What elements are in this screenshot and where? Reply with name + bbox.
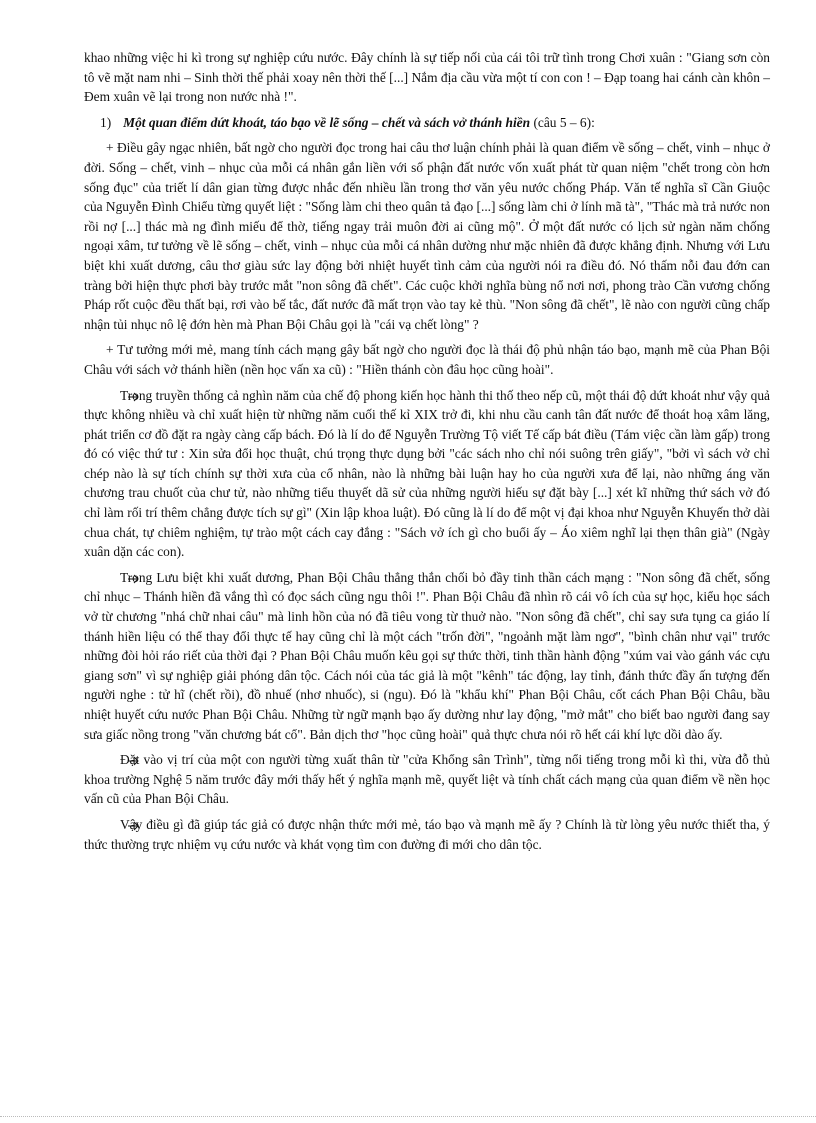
section-heading bbox=[84, 113, 770, 133]
arrow-icon bbox=[106, 815, 118, 835]
arrow-icon bbox=[106, 750, 118, 770]
paragraph-position bbox=[84, 750, 770, 809]
heading-title: Một quan điểm dứt khoát, táo bạo về lẽ sống – chết và sách vở thánh hiền bbox=[123, 114, 531, 130]
paragraph-life-death: + Điều gây ngạc nhiên, bất ngờ cho người đọc trong hai câu thơ luận chính phải là quan điểm về sống – chết, vinh – nhục ở đời. Sống – chết, vinh – nhục của mỗi cá nhân gắn liền với số phận đất nước vốn xuất phát từ quan niệm "chết trong còn hơn sống đục" của triết lí dân gian từng được nhắc đến nhiều lần trong thơ văn yêu nước chống Pháp. Văn tế nghĩa sĩ Cần Giuộc của Nguyễn Đình Chiểu từng quyết liệt : "Sống làm chi theo quân tả đạo [...] sống làm chi ở lính mã tà", "Thác mà trả nước non rồi nợ [...] thác mà ng đình miếu để thờ, tiếng ngay trải muôn đời ai cũng mộ". Ở một đất nước có lịch sử ngàn năm chống ngoại xâm, tư tưởng về lẽ sống – chết, vinh – nhục của mỗi cá nhân dường như mặc nhiên đã được khẳng định. Nhưng với Lưu biệt khi xuất dương, câu thơ giàu sức lay động bởi nhiệt huyết tình cảm của người nói ra điều đó. Nó thấm nỗi đau đớn can tràng bởi hiện thực phơi bày trước mắt "non sông đã chết". Các cuộc khởi nghĩa bùng nổ nơi nơi, phong trào Cần vương chống Pháp rốt cuộc đều thất bại, rơi vào bế tắc, đất nước đã mất trọn vào tay kẻ thù. "Non sông đã chết", lẽ nào con người cũng chấp nhận tủi nhục nô lệ đớn hèn mà Phan Bội Châu gọi là "cái vạ chết lòng" ? bbox=[84, 140, 770, 332]
paragraph-intro: khao những việc hi kì trong sự nghiệp cứu nước. Đây chính là sự tiếp nối của cái tôi trữ tình trong Chơi xuân : "Giang sơn còn tô vẽ mặt nam nhi – Sinh thời thế phải xoay nên thời thế [...] Nắm địa cầu vừa một tí con con ! – Đạp toang hai cánh càn khôn – Đem xuân vẽ lại trong non nước nhà !". bbox=[84, 50, 770, 105]
page-bottom-divider bbox=[0, 1116, 816, 1117]
paragraph-conclusion bbox=[84, 815, 770, 854]
heading-tail: (câu 5 – 6): bbox=[533, 114, 595, 130]
arrow-icon bbox=[106, 386, 118, 406]
paragraph-text: Đặt vào vị trí của một con người từng xuất thân từ "cửa Khổng sân Trình", từng nổi tiếng trong mỗi kì thi, vừa đỗ thủ khoa trường Nghệ 5 năm trước đây mới thấy hết ý nghĩa mạnh mẽ, quyết liệt và tính chất cách mạng của quan điểm về nền học vấn cũ của Phan Bội Châu. bbox=[84, 752, 770, 807]
arrow-icon bbox=[106, 568, 118, 588]
paragraph-tradition bbox=[84, 386, 770, 562]
paragraph-text: Vậy điều gì đã giúp tác giả có được nhận thức mới mẻ, táo bạo và mạnh mẽ ấy ? Chính là từ lòng yêu nước thiết tha, ý thức thường trực nhiệm vụ cứu nước và khát vọng tìm con đường đi mới cho dân tộc. bbox=[84, 816, 770, 852]
document-page bbox=[84, 48, 770, 860]
paragraph-text: Trong Lưu biệt khi xuất dương, Phan Bội Châu thẳng thắn chối bỏ đầy tinh thần cách mạng : "Non sông đã chết, sống chỉ nhục – Thánh hiền đã vắng thì có đọc sách cũng ngu thôi !". Phan Bội Châu đã nhìn rõ cái vô ích của sự học, kiểu học sách vở từ chương "nhá chữ nhai câu" mà linh hồn của nó đã tiêu vong từ thuở nào. "Non sông đã chết", chỉ say sưa tụng ca giáo lí thánh hiền liệu có thể thay đổi thực tế hay cũng chỉ là một cách "trốn đời", "ngoảnh mặt làm ngơ", "bình chân như vại" trước những đòi hỏi ráo riết của thời đại ? Phan Bội Châu muốn kêu gọi sự thức thời, tinh thần hành động "xúm vai vào gánh vác cựu giang sơn" vì sự nghiệp giải phóng dân tộc. Cách nói của tác giả là một "kênh" tác động, lay tỉnh, đánh thức đầy ấn tượng đến người nghe : tử hĩ (chết rồi), đồ nhuế (nhơ nhuốc), si (ngu). Đó là "khẩu khí" Phan Bội Châu, cốt cách Phan Bội Châu, bầu nhiệt huyết cứu nước Phan Bội Châu. Những từ ngữ mạnh bạo ấy dường như lay động, "mở mắt" cho biết bao người đang say sưa giấc nồng trong "văn chương bát cổ". Bản dịch thơ "học cũng hoài" quả thực chưa nói rõ hết cái khí lực dồi dào ấy. bbox=[84, 569, 770, 742]
paragraph-new-thought: + Tư tưởng mới mẻ, mang tính cách mạng gây bất ngờ cho người đọc là thái độ phủ nhận táo bạo, mạnh mẽ của Phan Bội Châu với sách vở thánh hiền (nền học vấn xa cũ) : "Hiền thánh còn đâu học cũng hoài". bbox=[84, 342, 770, 377]
paragraph-text: Trong truyền thống cả nghìn năm của chế độ phong kiến học hành thi thố theo nếp cũ, một thái độ dứt khoát như vậy quả thực không nhiều và chỉ xuất hiện từ những năm cuối thế kỉ XIX trở đi, khi nhu cầu canh tân đất nước để thoát hoạ xâm lăng, phát triển cơ đồ đặt ra ngày càng cấp bách. Đó là lí do để Nguyễn Trường Tộ viết Tế cấp bát điều (Tám việc cần làm gấp) trong đó có việc thứ tư : Xin sửa đổi học thuật, chú trọng thực dụng bởi "các sách nho chỉ nói suông trên giấy", "bởi vì sách vở chỉ chép nào là sự tích chính sự thời xưa của cổ nhân, nào là những bài luận hay ho của người xưa để lại, nào những áng văn chương trau chuốt của chư tử, nào những tiểu thuyết dã sử của những người hiếu sự đặt bày [...] xét kĩ những thứ sách vở đó chỉ làm rối trí thêm chẳng được tích sự gì" (Xin lập khoa luật). Đó cũng là lí do để một vị đại khoa như Nguyễn Khuyến thở dài chua chát, tự chiêm nghiệm, tự trào một cách cay đắng : "Sách vở ích gì cho buổi ấy – Áo xiêm nghĩ lại thẹn thân già" (Ngày xuân dặn các con). bbox=[84, 387, 770, 560]
heading-number: 1) bbox=[100, 114, 112, 130]
paragraph-rejection bbox=[84, 568, 770, 744]
